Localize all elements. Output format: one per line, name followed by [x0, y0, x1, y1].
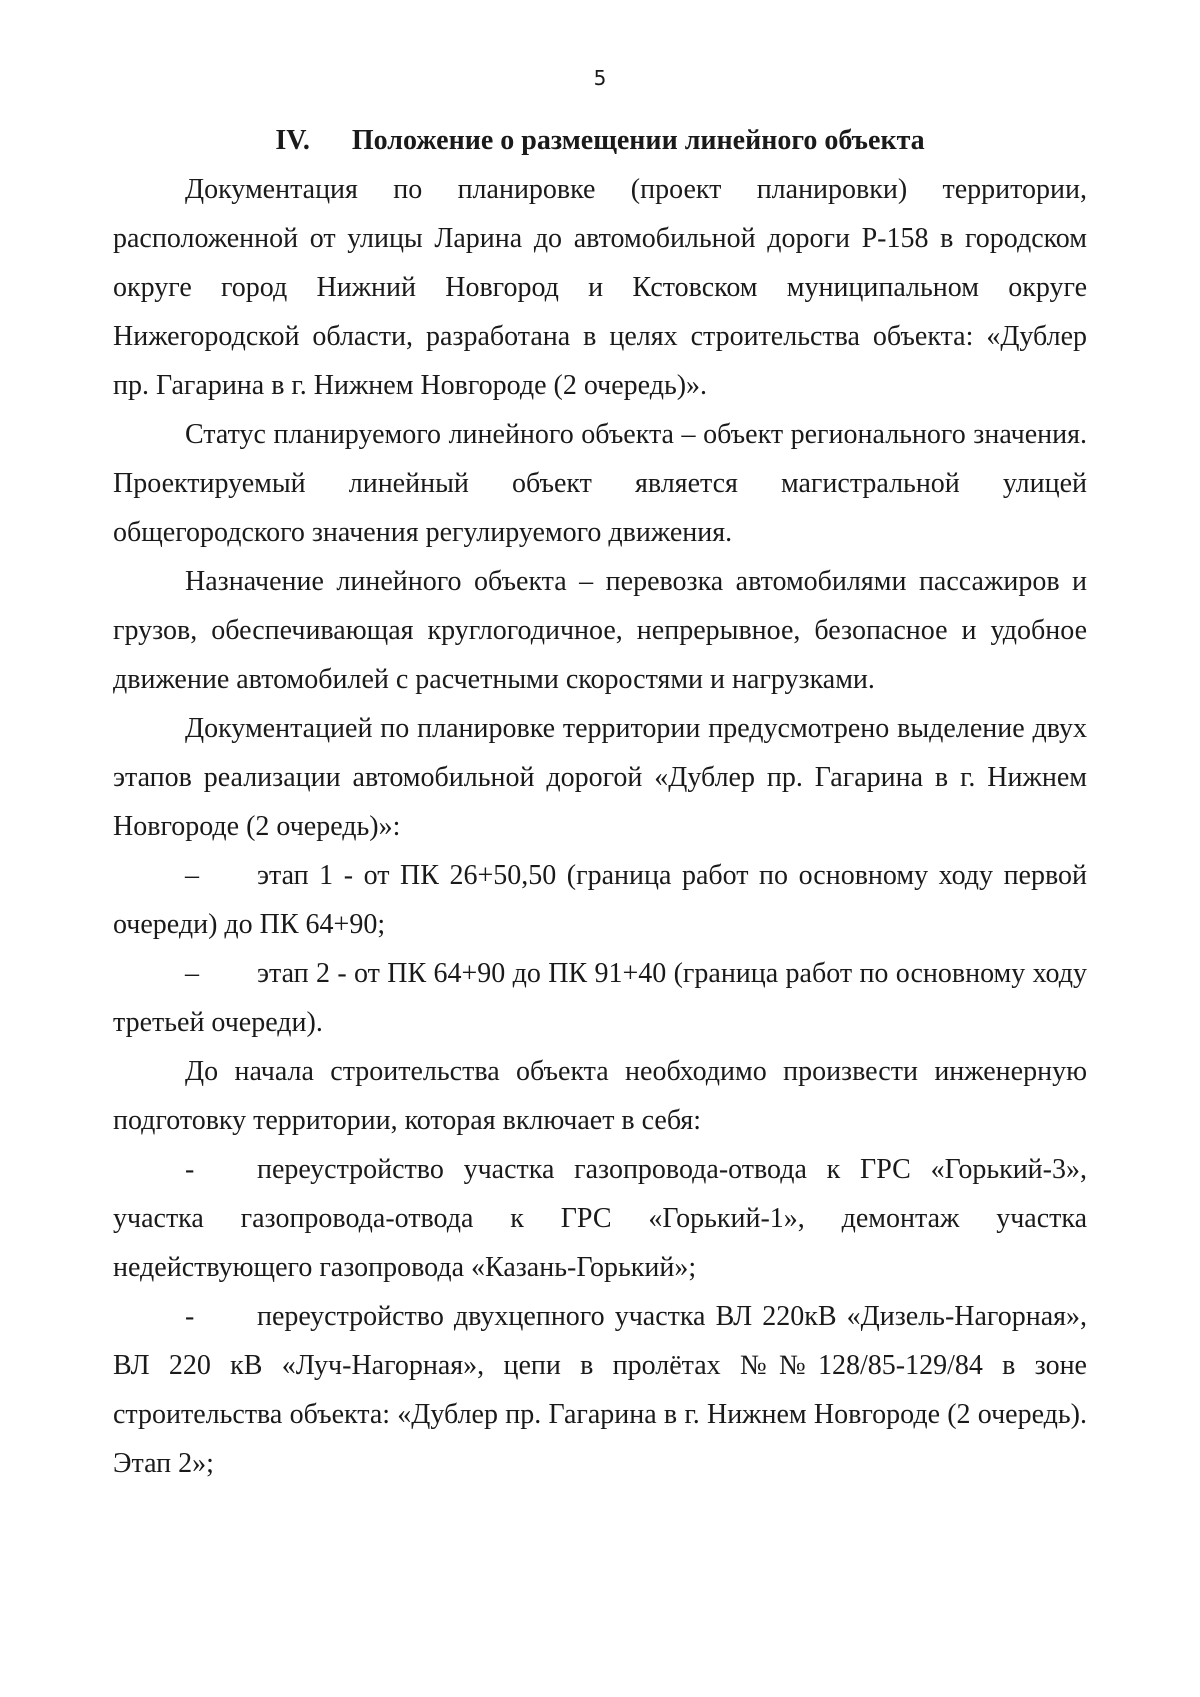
stage-text: этап 2 - от ПК 64+90 до ПК 91+40 (граница работ по основному ходу третьей очереди).: [113, 958, 1087, 1038]
prep-item-1: [113, 1145, 1087, 1292]
stage-item-2: [113, 949, 1087, 1047]
page-content: [113, 116, 1087, 1488]
paragraph-status: Статус планируемого линейного объекта – объект регионального значения. Проектируемый линейный объект является магистральной улицей общегородского значения регулируемого движения.: [113, 419, 1087, 548]
paragraph-stages-intro: Документацией по планировке территории предусмотрено выделение двух этапов реализации автомобильной дорогой «Дублер пр. Гагарина в г. Нижнем Новгороде (2 очередь)»:: [113, 713, 1087, 842]
paragraph-documentation: Документация по планировке (проект планировки) территории, расположенной от улицы Ларина до автомобильной дороги Р-158 в городском округе город Нижний Новгород и Кстовском муниципальном округе Нижегородской области, разработана в целях строительства объекта: «Дублер пр. Гагарина в г. Нижнем Новгороде (2 очередь)».: [113, 174, 1087, 401]
list-marker: -: [185, 1301, 195, 1332]
paragraph-preparation: До начала строительства объекта необходимо произвести инженерную подготовку территории, которая включает в себя:: [113, 1056, 1087, 1136]
prep-text: переустройство участка газопровода-отвода к ГРС «Горький-3», участка газопровода-отвода к ГРС «Горький-1», демонтаж участка недействующего газопровода «Казань-Горький»;: [113, 1154, 1087, 1283]
prep-item-2: [113, 1292, 1087, 1488]
section-title: Положение о размещении линейного объекта: [351, 125, 925, 156]
list-marker: –: [185, 958, 199, 989]
list-marker: -: [185, 1154, 195, 1185]
page-number: 5: [593, 66, 607, 90]
section-number: IV.: [275, 125, 310, 156]
stage-item-1: [113, 851, 1087, 949]
list-marker: –: [185, 860, 199, 891]
section-heading: [113, 116, 1087, 165]
paragraph-purpose: Назначение линейного объекта – перевозка автомобилями пассажиров и грузов, обеспечивающая круглогодичное, непрерывное, безопасное и удобное движение автомобилей с расчетными скоростями и нагрузками.: [113, 566, 1087, 695]
stage-text: этап 1 - от ПК 26+50,50 (граница работ по основному ходу первой очереди) до ПК 64+90;: [113, 860, 1087, 940]
prep-text: переустройство двухцепного участка ВЛ 220кВ «Дизель-Нагорная», ВЛ 220 кВ «Луч-Нагорная», цепи в пролётах №№128/85-129/84 в зоне строительства объекта: «Дублер пр. Гагарина в г. Нижнем Новгороде (2 очередь). Этап 2»;: [113, 1301, 1087, 1479]
